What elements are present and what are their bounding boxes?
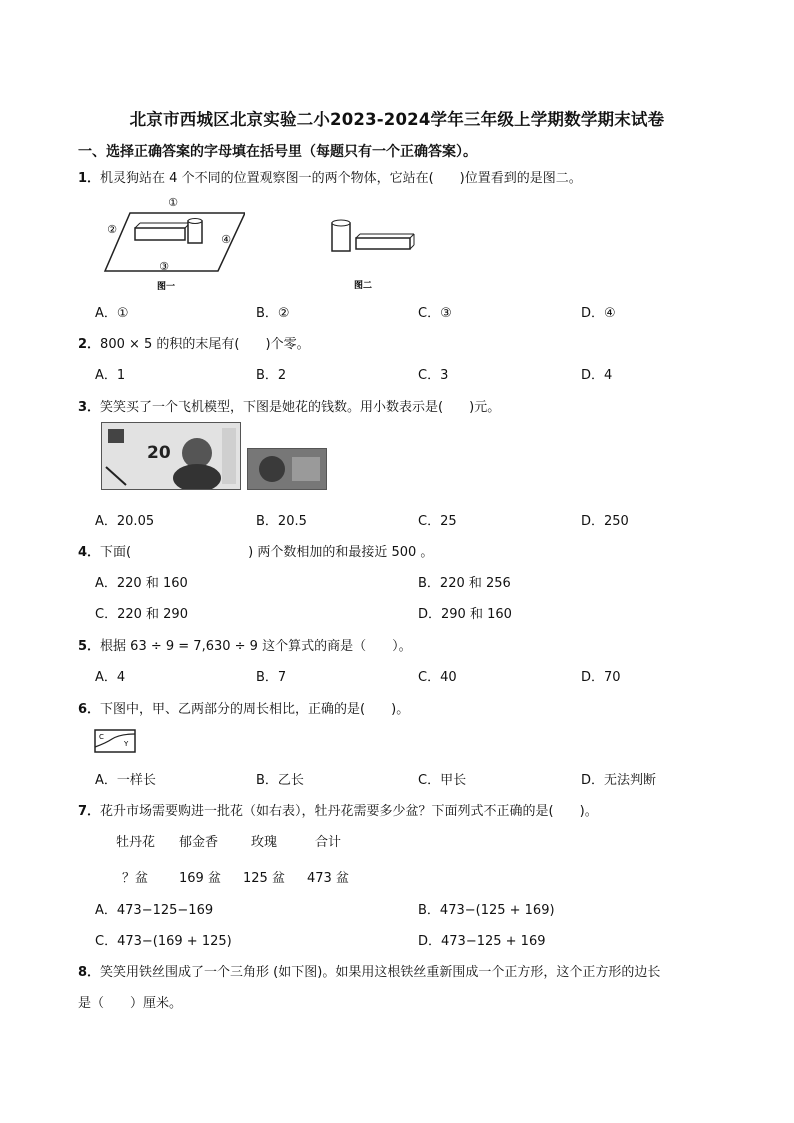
- question-1: [78, 167, 582, 186]
- option-b[interactable]: B．220 和 256: [418, 576, 511, 591]
- question-8: [78, 961, 660, 980]
- table-header: 合计: [315, 835, 342, 850]
- table-cell: ？盆: [122, 871, 149, 886]
- option-d[interactable]: D．290 和 160: [418, 607, 512, 622]
- option-a[interactable]: A．4: [95, 670, 126, 685]
- option-d[interactable]: D．473−125 + 169: [418, 934, 546, 949]
- option-c[interactable]: C．③: [418, 306, 452, 321]
- question-5: [78, 635, 412, 654]
- question-text: 花升市场需要购进一批花（如右表），牡丹花需要多少盆？下面列式不正确的是( )。: [100, 804, 598, 819]
- question-number: 5．: [78, 639, 101, 654]
- option-b[interactable]: B．473−(125 + 169): [418, 903, 555, 918]
- position-label: ②: [107, 223, 117, 236]
- option-b[interactable]: B．2: [256, 368, 287, 383]
- question-text: 根据 63 ÷ 9 = 7,630 ÷ 9 这个算式的商是（ ）。: [100, 639, 412, 654]
- figure-1-caption: 图一: [156, 282, 176, 292]
- figure-1: [100, 193, 245, 293]
- option-d[interactable]: D．无法判断: [581, 773, 657, 788]
- banknote-20-yuan: [101, 422, 241, 490]
- option-d[interactable]: D．④: [581, 306, 616, 321]
- option-b[interactable]: B．20.5: [256, 514, 307, 529]
- option-d[interactable]: D．4: [581, 368, 613, 383]
- position-label: ④: [221, 233, 231, 246]
- question-7: [78, 800, 598, 819]
- question-8-continued: 是（ ）厘米。: [78, 996, 183, 1011]
- question-number: 3．: [78, 400, 101, 415]
- question-3: [78, 396, 500, 415]
- figure-2-caption: 图二: [353, 281, 373, 291]
- position-label: ①: [168, 196, 178, 209]
- option-c[interactable]: C．25: [418, 514, 457, 529]
- question-text: 笑笑用铁丝围成了一个三角形 (如下图)。如果用这根铁丝重新围成一个正方形，这个正方形的边长: [100, 965, 661, 980]
- question-number: 7．: [78, 804, 101, 819]
- question-text: 机灵狗站在 4 个不同的位置观察图一的两个物体，它站在( )位置看到的是图二。: [100, 171, 582, 186]
- question-text: 下面( ) 两个数相加的和最接近 500 。: [100, 545, 434, 560]
- option-a[interactable]: A．1: [95, 368, 126, 383]
- table-header: 玫瑰: [251, 835, 278, 850]
- region-label: C: [99, 733, 104, 741]
- region-label: Y: [124, 740, 129, 748]
- question-text: 下图中，甲、乙两部分的周长相比，正确的是( )。: [100, 702, 410, 717]
- figure-perimeter: [94, 729, 136, 754]
- question-text: 笑笑买了一个飞机模型，下图是她花的钱数。用小数表示是( )元。: [100, 400, 501, 415]
- question-text: 800 × 5 的积的末尾有( )个零。: [100, 337, 310, 352]
- option-a[interactable]: A．220 和 160: [95, 576, 188, 591]
- table-cell: 473 盆: [307, 871, 349, 886]
- question-number: 6．: [78, 702, 101, 717]
- table-header: 郁金香: [179, 835, 219, 850]
- option-c[interactable]: C．甲长: [418, 773, 467, 788]
- section-title: 一、选择正确答案的字母填在括号里（每题只有一个正确答案）。: [78, 144, 477, 160]
- page-title: 北京市西城区北京实验二小2023-2024学年三年级上学期数学期末试卷: [129, 110, 665, 129]
- question-6: [78, 698, 409, 717]
- option-c[interactable]: C．473−(169 + 125): [95, 934, 232, 949]
- option-b[interactable]: B．乙长: [256, 773, 304, 788]
- table-cell: 169 盆: [179, 871, 221, 886]
- option-d[interactable]: D．70: [581, 670, 621, 685]
- option-a[interactable]: A．473−125−169: [95, 903, 214, 918]
- question-number: 8．: [78, 965, 101, 980]
- option-b[interactable]: B．7: [256, 670, 287, 685]
- option-b[interactable]: B．②: [256, 306, 290, 321]
- question-number: 1．: [78, 171, 101, 186]
- table-header: 牡丹花: [116, 835, 156, 850]
- option-a[interactable]: A．①: [95, 306, 129, 321]
- cylinder: [188, 221, 202, 243]
- table-cell: 125 盆: [243, 871, 285, 886]
- question-number: 4．: [78, 545, 101, 560]
- option-c[interactable]: C．40: [418, 670, 457, 685]
- question-2: [78, 333, 310, 352]
- option-a[interactable]: A．一样长: [95, 773, 156, 788]
- banknote-value-label: 20: [147, 443, 171, 463]
- option-c[interactable]: C．3: [418, 368, 449, 383]
- question-4: [78, 541, 433, 560]
- option-d[interactable]: D．250: [581, 514, 629, 529]
- position-label: ③: [159, 260, 169, 273]
- option-c[interactable]: C．220 和 290: [95, 607, 188, 622]
- cuboid: [356, 238, 410, 249]
- figure-2: [322, 210, 422, 295]
- cylinder: [332, 223, 350, 251]
- banknote-5-jiao: [247, 448, 327, 490]
- cuboid: [135, 228, 185, 240]
- question-number: 2．: [78, 337, 101, 352]
- option-a[interactable]: A．20.05: [95, 514, 155, 529]
